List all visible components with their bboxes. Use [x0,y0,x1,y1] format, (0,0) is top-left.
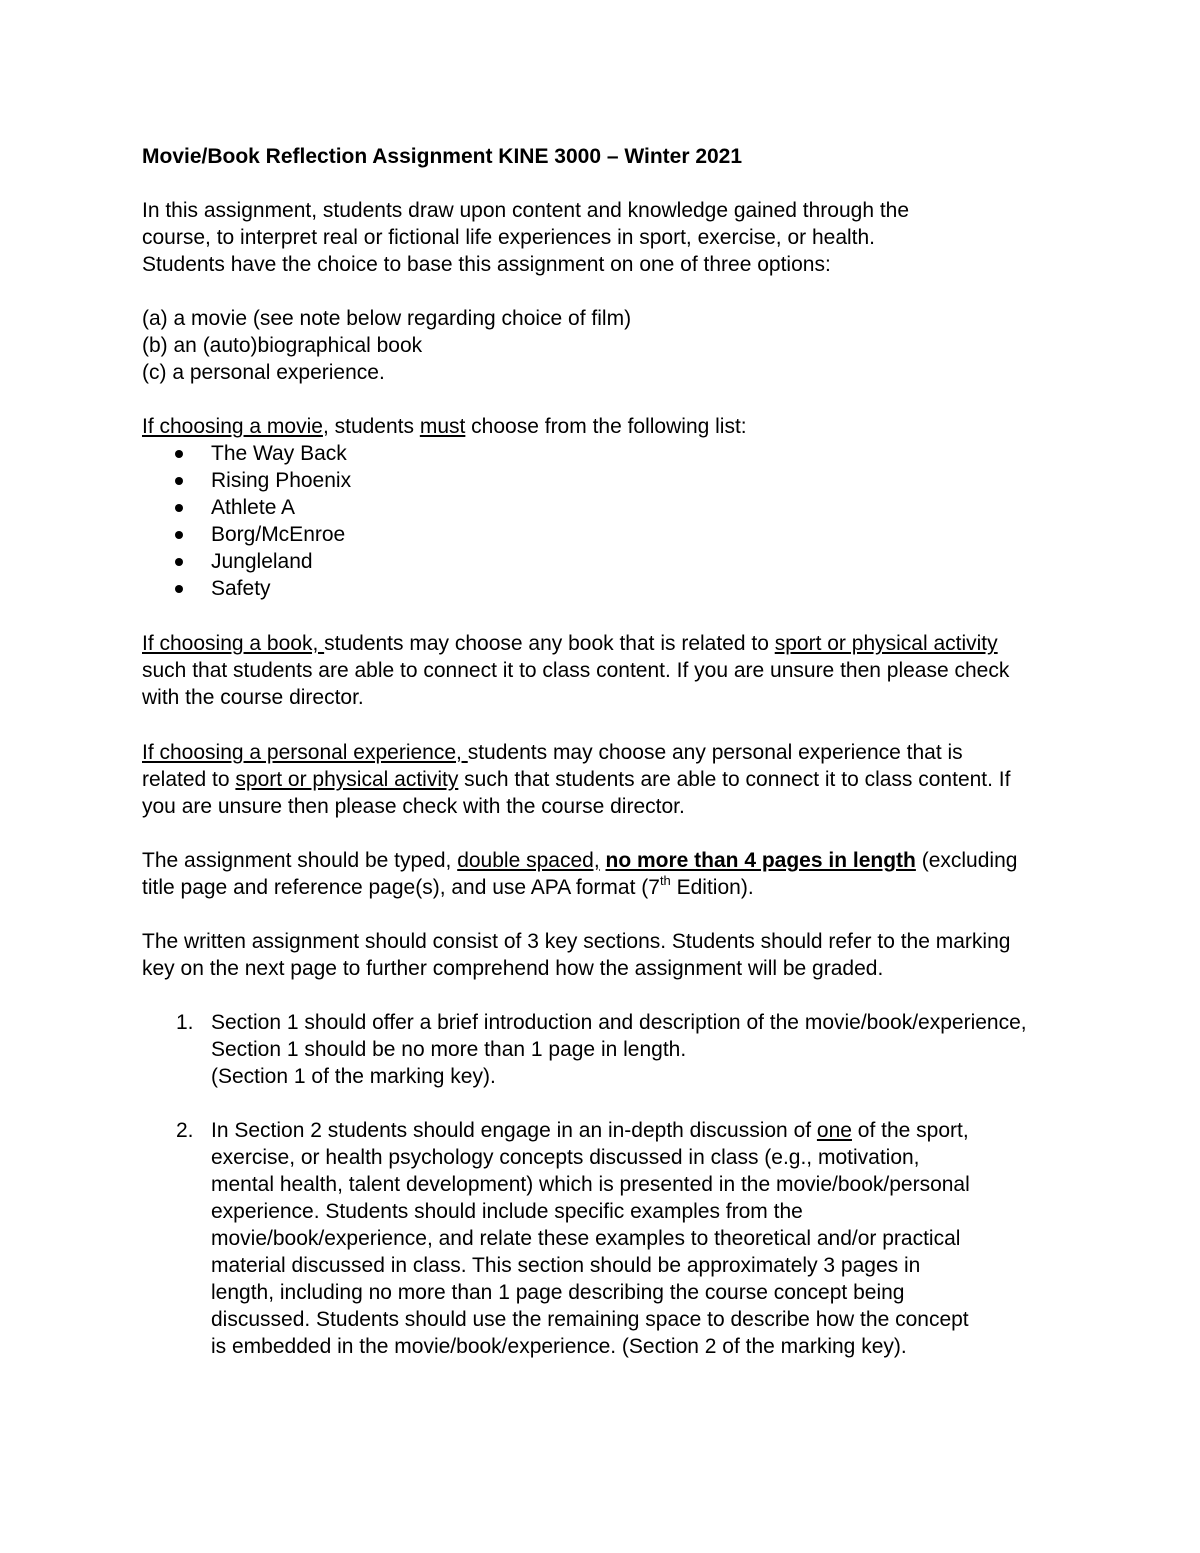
format-section: The assignment should be typed, double spaced, no more than 4 pages in length (excluding title page and reference page(s), and use APA format (7th Edition). [142,849,1018,899]
bullet-icon [175,558,183,566]
sections-intro: The written assignment should consist of 3 key sections. Students should refer to the marking key on the next page to further comprehend how the assignment will be graded. [142,930,1011,980]
movie-item: Athlete A [142,494,351,521]
movie-list [142,440,351,602]
numbered-list [142,1009,1142,1360]
movie-lead-underlined: If choosing a movie [142,415,323,438]
document-title: Movie/Book Reflection Assignment KINE 3000 – Winter 2021 [142,145,743,168]
bullet-icon [175,450,183,458]
must-emphasis: must [419,415,466,438]
intro-paragraph [142,197,1142,278]
intro-line: course, to interpret real or fictional life experiences in sport, exercise, or health. [142,226,876,249]
movie-item: Borg/McEnroe [142,521,351,548]
experience-lead-underlined: If choosing a personal experience, [142,741,468,764]
movie-item: Safety [142,575,351,602]
book-section: If choosing a book, students may choose any book that is related to sport or physical activity such that students are able to connect it to class content. If you are unsure then please check with the course director. [142,632,1010,709]
options-list [142,305,1142,386]
option-item: (a) a movie (see note below regarding choice of film) [142,307,632,330]
intro-line: In this assignment, students draw upon content and knowledge gained through the [142,199,910,222]
book-lead-underlined: If choosing a book, [142,632,325,655]
bullet-icon [175,504,183,512]
bullet-icon [175,477,183,485]
option-item: (c) a personal experience. [142,361,385,384]
movie-item: Jungleland [142,548,351,575]
experience-section: If choosing a personal experience, students may choose any personal experience that is related to sport or physical activity such that students are able to connect it to class content. If you are unsure then please check with the course director. [142,741,1011,818]
bullet-icon [175,531,183,539]
movie-item: Rising Phoenix [142,467,351,494]
intro-line: Students have the choice to base this assignment on one of three options: [142,253,831,276]
page-limit-emphasis: no more than 4 pages in length [605,849,916,872]
numbered-item-2: 2. In Section 2 students should engage in an in-depth discussion of one of the sport, exercise, or health psychology concepts discussed in class (e.g., motivation, mental health, talent development) which is presented in the movie/book/personal experience. Students should include specific examples from the movie/book/experience, and relate these examples to theoretical and/or practical material discussed in class. This section should be approximately 3 pages in length, including no more than 1 page describing the course concept being discussed. Students should use the remaining space to describe how the concept is embedded in the movie/book/experience. (Section 2 of the marking key). [176,1119,970,1358]
bullet-icon [175,585,183,593]
numbered-item-1: 1. Section 1 should offer a brief introduction and description of the movie/book/experience, Section 1 should be no more than 1 page in length. (Section 1 of the marking key). [176,1011,1027,1088]
option-item: (b) an (auto)biographical book [142,334,423,357]
movie-section-lead: If choosing a movie, students must choose from the following list: [142,415,747,438]
movie-item: The Way Back [142,440,351,467]
